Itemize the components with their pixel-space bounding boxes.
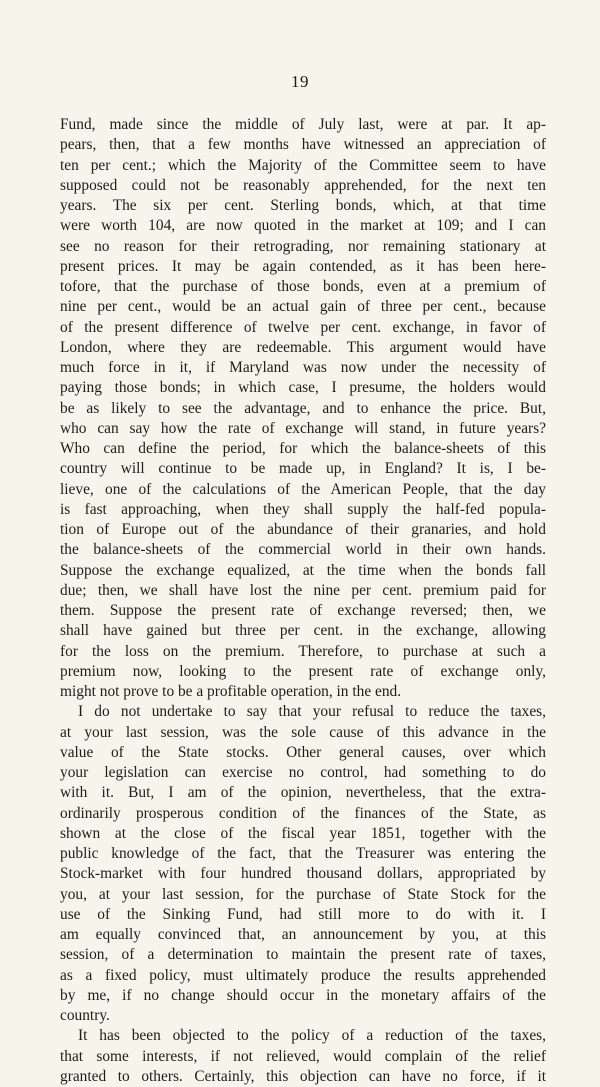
text-line: ten per cent.; which the Majority of the Committee seem to have	[60, 156, 546, 174]
text-line: be as likely to see the advantage, and to enhance the price. But,	[60, 399, 546, 417]
text-line: Fund, made since the middle of July last, were at par. It ap-	[60, 116, 546, 133]
text-line: years. The six per cent. Sterling bonds, which, at that time	[60, 197, 546, 214]
text-line: were worth 104, are now quoted in the market at 109; and I can	[60, 217, 546, 235]
text-line: shown at the close of the fiscal year 1851, together with the	[60, 824, 546, 842]
text-line: use of the Sinking Fund, had still more to do with it. I	[60, 905, 546, 923]
text-line: country.	[60, 1007, 110, 1024]
text-line: Stock-market with four hundred thousand dollars, appropriated by	[60, 865, 546, 883]
text-line: at your last session, was the sole cause of this advance in the	[60, 723, 546, 741]
text-line: paying those bonds; in which case, I presume, the holders would	[60, 379, 546, 397]
text-line: tion of Europe out of the abundance of their granaries, and hold	[60, 521, 546, 538]
text-line: lieve, one of the calculations of the American People, that the day	[60, 480, 546, 498]
text-line: for the loss on the premium. Therefore, to purchase at such a	[60, 642, 546, 660]
paragraph	[60, 115, 546, 702]
text-line: value of the State stocks. Other general causes, over which	[60, 743, 546, 761]
text-line: I do not undertake to say that your refusal to reduce the taxes,	[78, 703, 546, 721]
text-line: session, of a determination to maintain the present rate of taxes,	[60, 946, 546, 964]
text-line: is fast approaching, when they shall supply the half-fed popula-	[60, 500, 546, 518]
text-line: Suppose the exchange equalized, at the time when the bonds fall	[60, 561, 546, 579]
text-line: by me, if no change should occur in the monetary affairs of the	[60, 986, 546, 1004]
text-line: shall have gained but three per cent. in the exchange, allowing	[60, 622, 546, 640]
text-line: see no reason for their retrograding, nor remaining stationary at	[60, 237, 546, 255]
text-line: of the present difference of twelve per cent. exchange, in favor of	[60, 318, 546, 336]
text-line: due; then, we shall have lost the nine per cent. premium paid for	[60, 581, 546, 599]
text-line: am equally convinced that, an announcement by you, at this	[60, 926, 546, 943]
page-number: 19	[291, 72, 309, 91]
text-line: public knowledge of the fact, that the Treasurer was entering the	[60, 845, 546, 862]
text-line: London, where they are redeemable. This argument would have	[60, 338, 546, 356]
text-line: pears, then, that a few months have witnessed an appreciation of	[60, 136, 546, 154]
text-line: with it. But, I am of the opinion, nevertheless, that the extra-	[60, 784, 546, 802]
text-line: It has been objected to the policy of a reduction of the taxes,	[78, 1027, 546, 1045]
text-line: supposed could not be reasonably apprehended, for the next ten	[60, 176, 546, 194]
text-line: present prices. It may be again contended, as it has been here-	[60, 257, 546, 275]
paragraph	[60, 702, 546, 1026]
text-line: your legislation can exercise no control, had something to do	[60, 764, 546, 781]
text-line: that some interests, if not relieved, would complain of the relief	[60, 1047, 546, 1065]
text-line: them. Suppose the present rate of exchange reversed; then, we	[60, 602, 546, 619]
text-line: nine per cent., would be an actual gain of three per cent., because	[60, 298, 546, 316]
text-line: premium now, looking to the present rate of exchange only,	[60, 662, 546, 680]
text-line: who can say how the rate of exchange will stand, in future years?	[60, 419, 546, 437]
body-text	[60, 115, 546, 1087]
text-line: ordinarily prosperous condition of the finances of the State, as	[60, 804, 546, 822]
text-line: you, at your last session, for the purchase of State Stock for the	[60, 885, 546, 903]
text-line: much force in it, if Maryland was now under the necessity of	[60, 359, 546, 376]
text-line: Who can define the period, for which the balance-sheets of this	[60, 440, 546, 457]
text-line: might not prove to be a profitable operation, in the end.	[60, 683, 402, 700]
text-line: as a fixed policy, must ultimately produce the results apprehended	[60, 966, 546, 984]
text-line: the balance-sheets of the commercial world in their own hands.	[60, 541, 546, 559]
text-line: tofore, that the purchase of those bonds, even at a premium of	[60, 278, 546, 295]
text-line: granted to others. Certainly, this objection can have no force, if it	[60, 1067, 546, 1085]
text-line: country will continue to be made up, in England? It is, I be-	[60, 460, 546, 478]
